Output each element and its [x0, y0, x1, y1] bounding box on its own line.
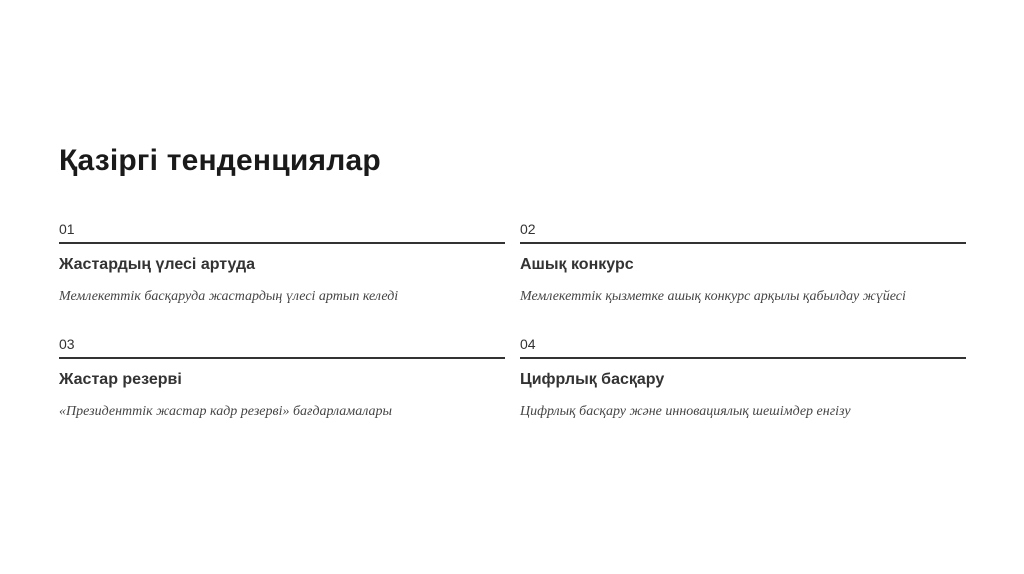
- item-description: «Президенттік жастар кадр резерві» бағдарламалары: [59, 404, 392, 419]
- item-divider: [59, 242, 505, 244]
- slide-title: Қазіргі тенденциялар: [59, 144, 381, 177]
- item-divider: [520, 357, 966, 359]
- item-description: Мемлекеттік басқаруда жастардың үлесі артып келеді: [59, 289, 399, 304]
- item-number: 01: [59, 221, 75, 237]
- item-number: 04: [520, 336, 536, 352]
- item-description: Мемлекеттік қызметке ашық конкурс арқылы қабылдау жүйесі: [520, 289, 906, 304]
- item-heading: Ашық конкурс: [520, 256, 634, 273]
- item-heading: Жастар резерві: [59, 371, 182, 388]
- item-heading: Цифрлық басқару: [520, 371, 665, 388]
- item-number: 02: [520, 221, 536, 237]
- item-divider: [59, 357, 505, 359]
- item-number: 03: [59, 336, 75, 352]
- item-divider: [520, 242, 966, 244]
- item-description: Цифрлық басқару және инновациялық шешімдер енгізу: [520, 404, 851, 419]
- trend-item-3: [59, 336, 505, 420]
- trend-item-1: [59, 221, 505, 305]
- trend-item-2: [520, 221, 966, 305]
- item-heading: Жастардың үлесі артуда: [59, 256, 256, 273]
- trend-item-4: [520, 336, 966, 420]
